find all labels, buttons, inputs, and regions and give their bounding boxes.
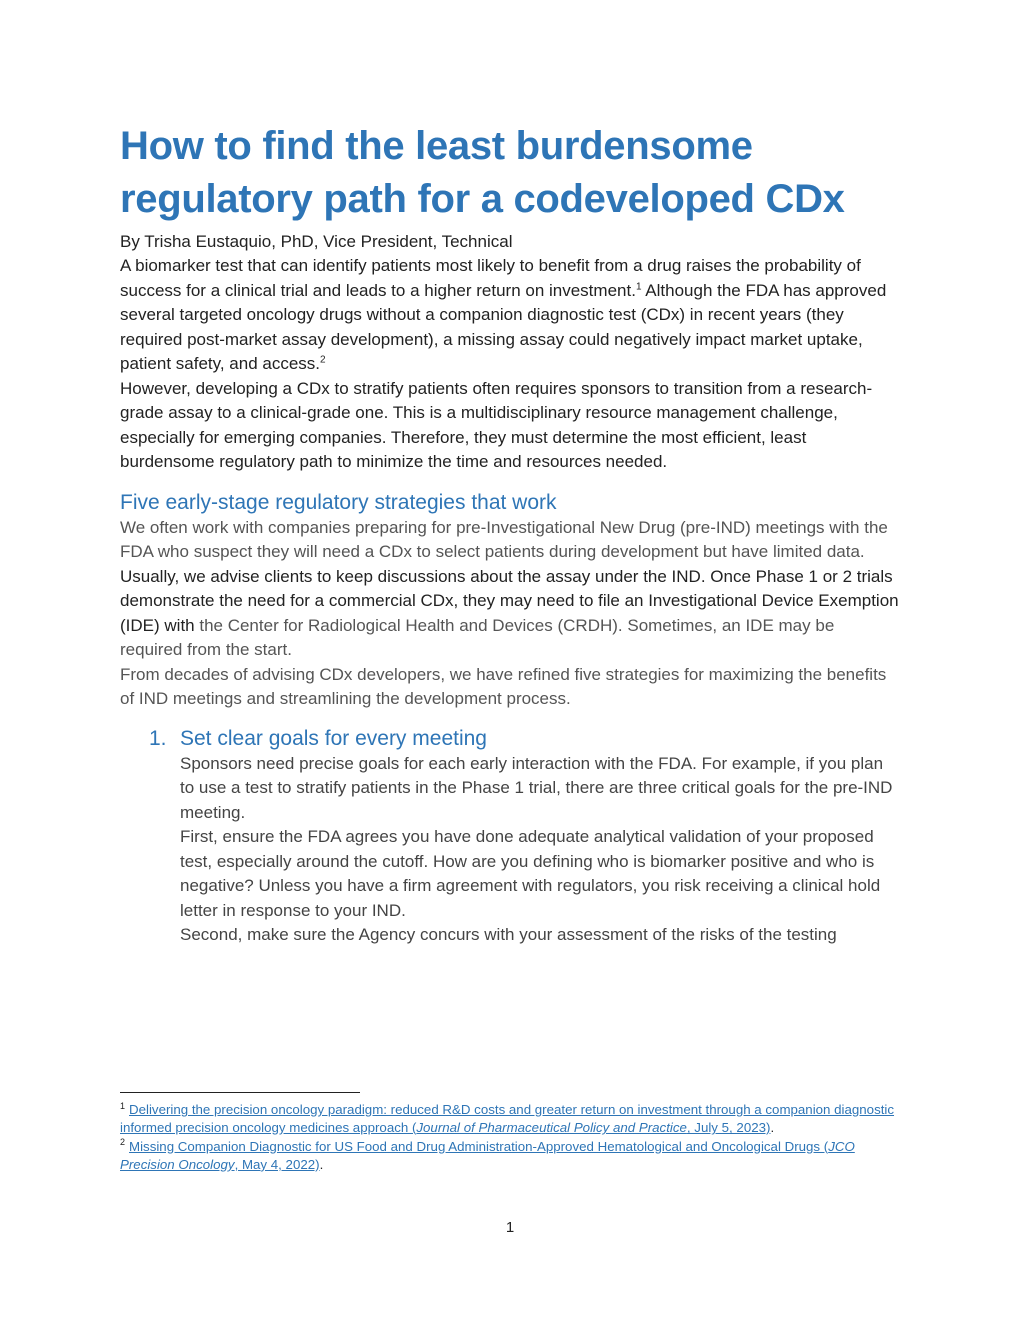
footnote-2-tail: . (319, 1156, 324, 1172)
footnote-2 (120, 1138, 900, 1175)
page-number: 1 (505, 1219, 515, 1236)
footnote-1-link[interactable] (120, 1102, 894, 1135)
intro-p1-text-a: A biomarker test that can identify patients most likely to benefit from a drug raises the probability of success for a clinical trial and leads to a higher return on investment. (120, 256, 861, 300)
section-heading: Five early-stage regulatory strategies that work (120, 490, 557, 514)
page-title (120, 120, 900, 226)
footnote-1-tail: . (770, 1120, 775, 1136)
footnote-divider (120, 1092, 360, 1093)
footnote-2-link-text: Missing Companion Diagnostic for US Food and Drug Administration-Approved Hematological and Oncological Drugs ( (129, 1138, 829, 1154)
page-content (120, 120, 900, 948)
strategy-1-number: 1. (149, 726, 167, 750)
intro-p1-text-b: Although the FDA has approved several targeted oncology drugs without a companion diagnostic test (CDx) in recent years (they required post-market assay development), a missing assay could negatively impact market uptake, patient safety, and access. (120, 280, 887, 373)
section-paragraph-1: We often work with companies preparing for pre-Investigational New Drug (pre-IND) meetings with the FDA who suspect they will need a CDx to select patients during development but have limited data. (120, 517, 888, 561)
section-p2-text-a: Usually, we advise clients to keep discussions about the assay under the IND. Once Phase 1 or 2 trials demonstrate the need for a commercial CDx, they may need to file an Investigational Device Exemption (IDE) with (120, 566, 899, 635)
intro-paragraph-2: However, developing a CDx to stratify patients often requires sponsors to transition from a research-grade assay to a clinical-grade one. This is a multidisciplinary resource management challenge, especially for emerging companies. Therefore, they must determine the most efficient, least burdensome regulatory path to minimize the time and resources needed. (120, 378, 873, 471)
footnotes (120, 1101, 900, 1174)
footnote-1-number: 1 (120, 1100, 126, 1111)
strategy-1-title: Set clear goals for every meeting (180, 726, 487, 750)
strategy-1-paragraph-1: Sponsors need precise goals for each early interaction with the FDA. For example, if you plan to use a test to stratify patients in the Phase 1 trial, there are three critical goals for the pre-IND meeting. (180, 753, 893, 822)
footnote-2-number: 2 (120, 1137, 126, 1148)
footnote-1 (120, 1101, 900, 1138)
intro-paragraph-1 (120, 254, 900, 377)
strategy-1 (120, 725, 900, 948)
footnote-1-journal: Journal of Pharmaceutical Policy and Practice (416, 1120, 687, 1136)
footnote-1-link-text: Delivering the precision oncology paradigm: reduced R&D costs and greater return on investment through a companion diagnostic informed precision oncology medicines approach ( (120, 1102, 895, 1136)
footnote-2-date: , May 4, 2022) (234, 1156, 320, 1172)
strategy-1-paragraph-3: Second, make sure the Agency concurs with your assessment of the risks of the testing (180, 925, 837, 944)
footnote-2-journal: JCO Precision Oncology (120, 1138, 855, 1172)
title-line-1: How to find the least burdensome (120, 124, 753, 168)
section-paragraph-3: From decades of advising CDx developers, we have refined five strategies for maximizing the benefits of IND meetings and streamlining the development process. (120, 664, 887, 708)
title-line-2: regulatory path for a codeveloped CDx (120, 177, 845, 221)
section-paragraph-2 (120, 565, 900, 663)
strategy-1-heading (149, 725, 900, 752)
strategy-1-paragraph-2: First, ensure the FDA agrees you have done adequate analytical validation of your proposed test, especially around the cutoff. How are you defining who is biomarker positive and who is negative? Unless you have a firm agreement with regulators, you risk receiving a clinical hold letter in response to your IND. (180, 827, 881, 920)
footnote-1-date: , July 5, 2023) (686, 1120, 771, 1136)
footnote-2-link[interactable] (120, 1139, 855, 1172)
section-p2-text-b: the Center for Radiological Health and Devices (CRDH). Sometimes, an IDE may be required from the start. (120, 615, 835, 659)
footnote-ref-1[interactable]: 1 (635, 280, 642, 292)
footnote-ref-2[interactable]: 2 (320, 354, 326, 366)
byline: By Trisha Eustaquio, PhD, Vice President, Technical (120, 232, 513, 251)
